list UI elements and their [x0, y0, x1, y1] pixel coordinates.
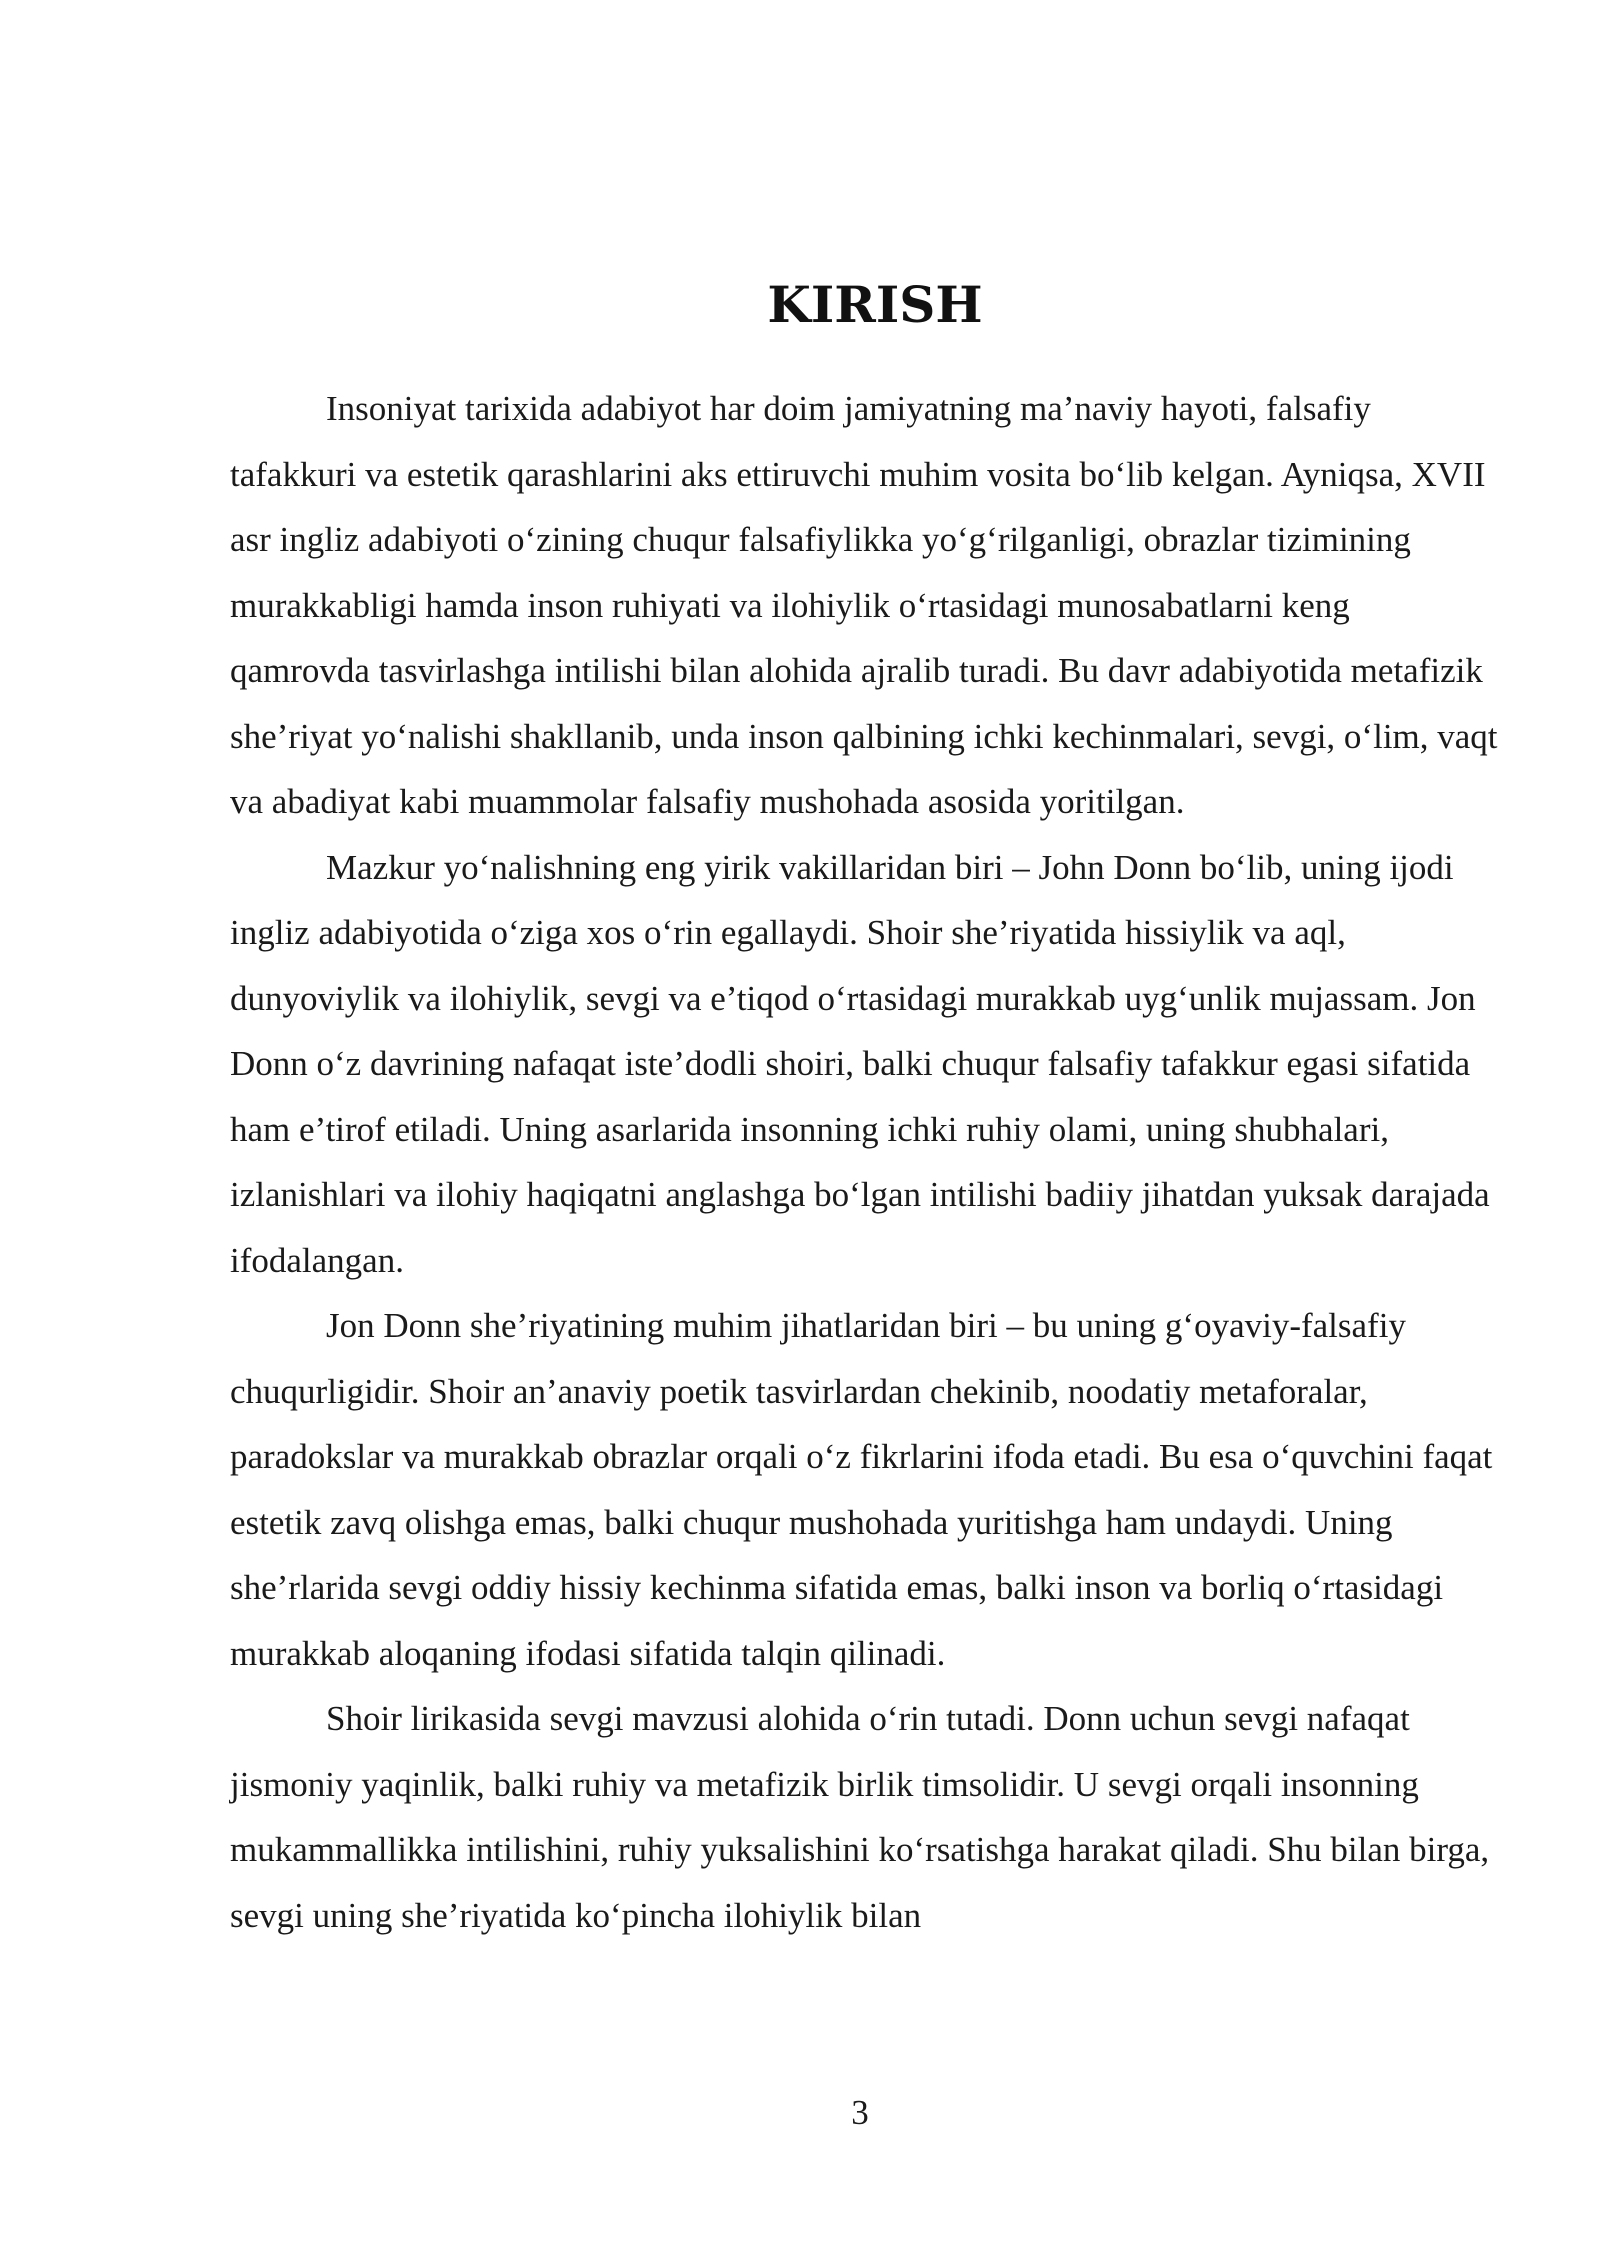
paragraph-2: Mazkur yo‘nalishning eng yirik vakillaridan biri – John Donn bo‘lib, uning ijodi ingliz adabiyotida o‘ziga xos o‘rin egallaydi. Shoir she’riyatida hissiylik va aql, dunyoviylik va ilohiylik, sevgi va e’tiqod o‘rtasidagi murakkab uyg‘unlik mujassam. Jon Donn o‘z davrining nafaqat iste’dodli shoiri, balki chuqur falsafiy tafakkur egasi sifatida ham e’tirof etiladi. Uning asarlarida insonning ichki ruhiy olami, uning shubhalari, izlanishlari va ilohiy haqiqatni anglashga bo‘lgan intilishi badiiy jihatdan yuksak darajada ifodalangan. — [230, 847, 1490, 1280]
paragraph-4: Shoir lirikasida sevgi mavzusi alohida o‘rin tutadi. Donn uchun sevgi nafaqat jismoniy yaqinlik, balki ruhiy va metafizik birlik timsolidir. U sevgi orqali insonning mukammallikka intilishini, ruhiy yuksalishini ko‘rsatishga harakat qiladi. Shu bilan birga, sevgi uning she’riyatida ko‘pincha ilohiylik bilan — [230, 1699, 1490, 1935]
page-title: KIRISH — [767, 275, 983, 334]
body-text — [230, 376, 1498, 1948]
page-number: 3 — [851, 2093, 869, 2132]
paragraph-3: Jon Donn she’riyatining muhim jihatlaridan biri – bu uning g‘oyaviy-falsafiy chuqurligidir. Shoir an’anaviy poetik tasvirlardan chekinib, noodatiy metaforalar, paradokslar va murakkab obrazlar orqali o‘z fikrlarini ifoda etadi. Bu esa o‘quvchini faqat estetik zavq olishga emas, balki chuqur mushohada yuritishga ham undaydi. Uning she’rlarida sevgi oddiy hissiy kechinma sifatida emas, balki inson va borliq o‘rtasidagi murakkab aloqaning ifodasi sifatida talqin qilinadi. — [230, 1306, 1493, 1673]
paragraph-1: Insoniyat tarixida adabiyot har doim jamiyatning ma’naviy hayoti, falsafiy tafakkuri va estetik qarashlarini aks ettiruvchi muhim vosita bo‘lib kelgan. Ayniqsa, XVII asr ingliz adabiyoti o‘zining chuqur falsafiylikka yo‘g‘rilganligi, obrazlar tizimining murakkabligi hamda inson ruhiyati va ilohiylik o‘rtasidagi munosabatlarni keng qamrovda tasvirlashga intilishi bilan alohida ajralib turadi. Bu davr adabiyotida metafizik she’riyat yo‘nalishi shakllanib, unda inson qalbining ichki kechinmalari, sevgi, o‘lim, vaqt va abadiyat kabi muammolar falsafiy mushohada asosida yoritilgan. — [230, 389, 1498, 821]
